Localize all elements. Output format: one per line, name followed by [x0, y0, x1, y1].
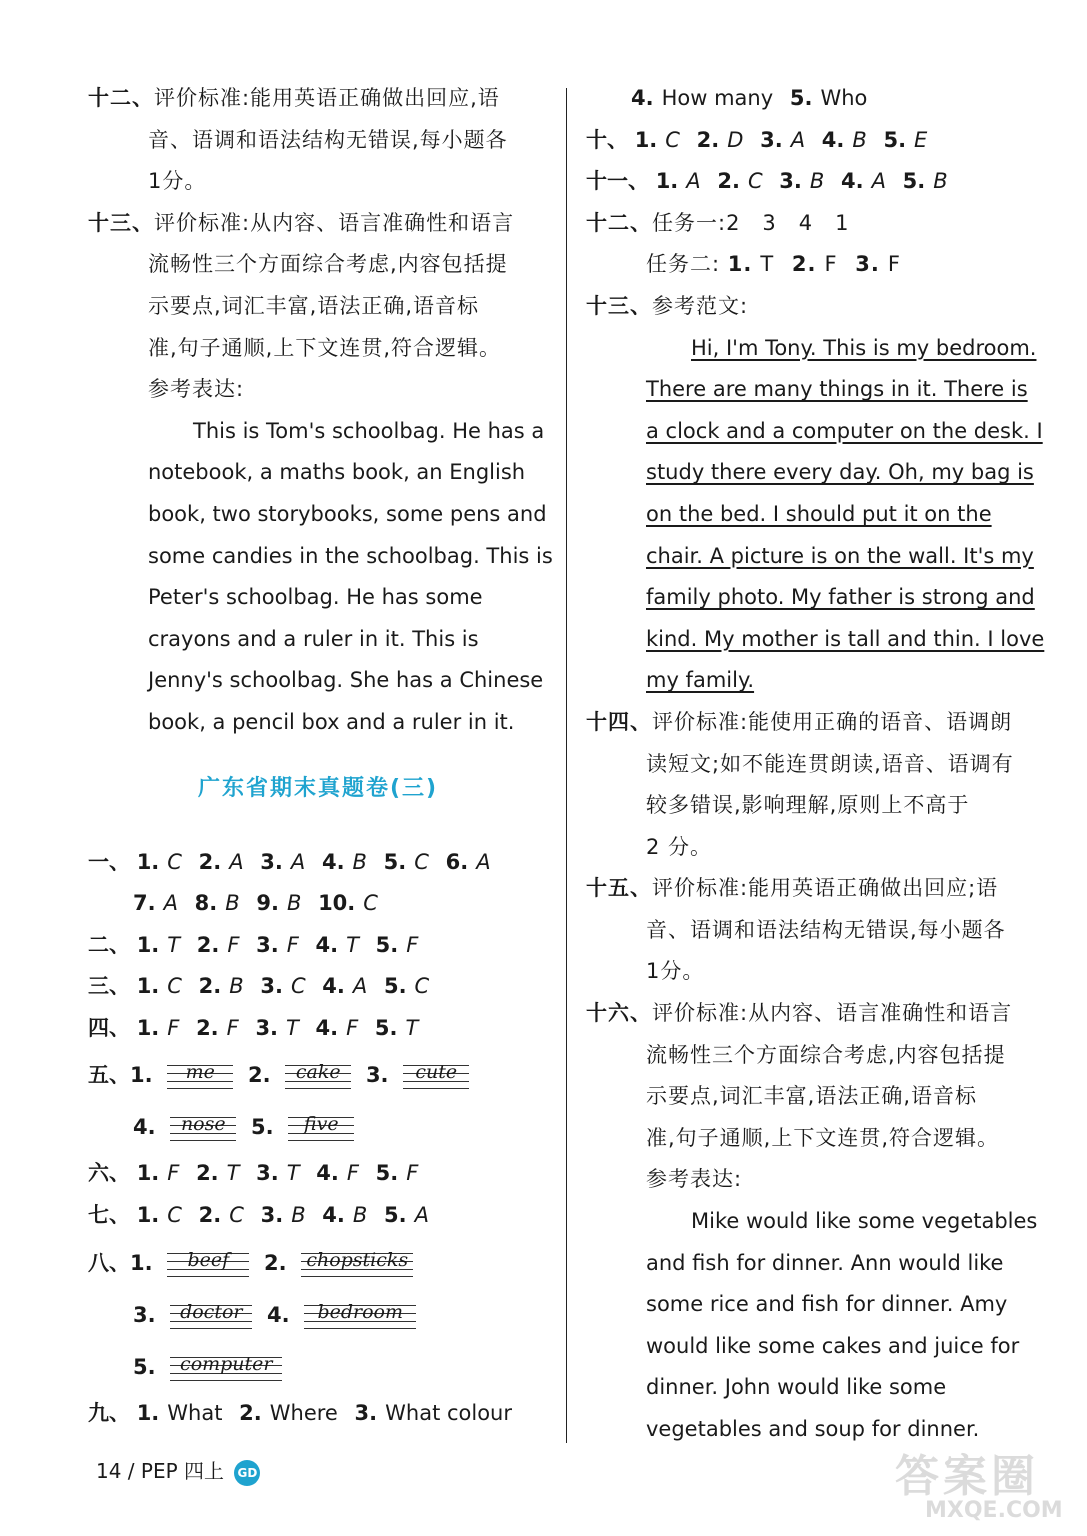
q16-line-3: 示要点,词汇丰富,语法正确,语音标: [646, 1084, 978, 1109]
q13-essay-line: on the bed. I should put it on the: [646, 501, 992, 526]
q13-essay-line: study there every day. Oh, my bag is: [646, 460, 1034, 485]
writing-lines: five: [288, 1115, 354, 1141]
q16-essay-line: and fish for dinner. Ann would like: [646, 1250, 1004, 1275]
q6-row: 六、 1. F 2. T 3. T 4. F 5. F: [88, 1161, 419, 1186]
writing-lines: nose: [170, 1115, 236, 1141]
q4-row: 四、 1. F 2. F 3. T 4. F 5. T: [88, 1015, 419, 1040]
q13-essay-line: crayons and a ruler in it. This is: [148, 626, 479, 651]
q13-essay-line: notebook, a maths book, an English: [148, 460, 526, 485]
writing-lines: me: [167, 1063, 233, 1089]
q12-task-2: 任务二: 1. T 2. F 3. F: [646, 252, 901, 277]
q16-essay-line: would like some cakes and juice for: [646, 1333, 1020, 1358]
region-badge: GD: [234, 1460, 260, 1486]
writing-lines: chopsticks: [301, 1251, 413, 1277]
q14-line-3: 较多错误,影响理解,原则上不高于: [646, 793, 970, 818]
q7-row: 七、 1. C 2. C 3. B 4. B 5. A: [88, 1203, 429, 1228]
left-column: [88, 78, 553, 1434]
q13-title: 十三、参考范文:: [586, 293, 749, 318]
q16-line-2: 流畅性三个方面综合考虑,内容包括提: [646, 1042, 1006, 1067]
q10-row: 十、 1. C 2. D 3. A 4. B 5. E: [586, 127, 928, 152]
q13-essay-line: a clock and a computer on the desk. I: [646, 418, 1043, 443]
writing-lines: beef: [167, 1251, 249, 1277]
q16-line-1: 十六、评价标准:从内容、语言准确性和语言: [586, 1001, 1013, 1026]
q13-line-2: 流畅性三个方面综合考虑,内容包括提: [148, 252, 508, 277]
q13-essay-line: There are many things in it. There is: [646, 377, 1028, 402]
q1-row-1: 一、 1. C 2. A 3. A 4. B 5. C 6. A: [88, 849, 491, 874]
q13-essay-line: family photo. My father is strong and: [646, 585, 1035, 610]
writing-lines: computer: [170, 1355, 282, 1381]
q9-row: 九、 1. What 2. Where 3. What colour: [88, 1400, 512, 1425]
section-heading: 广东省期末真题卷(三): [197, 775, 439, 801]
writing-lines: cake: [285, 1063, 351, 1089]
q13-line-5: 参考表达:: [148, 377, 245, 402]
q13-essay-line: This is Tom's schoolbag. He has a: [193, 418, 545, 443]
q13-line-1: 十三、评价标准:从内容、语言准确性和语言: [88, 210, 515, 235]
q13-essay-line: book, a pencil box and a ruler in it.: [148, 709, 515, 734]
q13-essay-line: my family.: [646, 668, 755, 693]
q15-line-3: 1分。: [646, 959, 705, 984]
q11-row: 十一、 1. A 2. C 3. B 4. A 5. B: [586, 169, 948, 194]
q13-line-3: 示要点,词汇丰富,语法正确,语音标: [148, 293, 480, 318]
q1-row-2: 7. A 8. B 9. B 10. C: [133, 891, 378, 916]
q12-task-1: 十二、任务一:2 3 4 1: [586, 210, 850, 235]
q5-row-1: 五、1. me 2. cake 3. cute: [88, 1049, 548, 1101]
right-column: [586, 78, 1046, 1451]
watermark-logo: [895, 1440, 1075, 1530]
q12-line-3: 1分。: [148, 169, 207, 194]
q16-essay-line: dinner. John would like some: [646, 1375, 947, 1400]
q14-line-1: 十四、评价标准:能使用正确的语音、语调朗: [586, 709, 1013, 734]
q13-essay-line: chair. A picture is on the wall. It's my: [646, 543, 1034, 568]
q15-line-1: 十五、评价标准:能用英语正确做出回应;语: [586, 876, 999, 901]
q12-line-1: 十二、评价标准:能用英语正确做出回应,语: [88, 86, 500, 110]
q13-essay-line: book, two storybooks, some pens and: [148, 501, 547, 526]
writing-lines: cute: [403, 1063, 469, 1089]
q14-line-4: 2 分。: [646, 834, 713, 859]
q9-continued-row: 4. How many 5. Who: [631, 86, 868, 110]
q13-essay-line: Hi, I'm Tony. This is my bedroom.: [691, 335, 1037, 360]
q16-line-5: 参考表达:: [646, 1167, 743, 1192]
column-divider: [566, 88, 567, 1443]
q3-row: 三、 1. C 2. B 3. C 4. A 5. C: [88, 974, 430, 999]
writing-lines: doctor: [170, 1303, 252, 1329]
q13-line-4: 准,句子通顺,上下文连贯,符合逻辑。: [148, 335, 502, 360]
q8-row-3: 5. computer: [88, 1341, 548, 1393]
q13-essay-line: Peter's schoolbag. He has some: [148, 585, 483, 610]
q16-essay-line: some rice and fish for dinner. Amy: [646, 1292, 1008, 1317]
q16-line-4: 准,句子通顺,上下文连贯,符合逻辑。: [646, 1125, 1000, 1150]
q5-row-2: 4. nose 5. five: [88, 1101, 548, 1153]
watermark-url: MXQE.COM: [925, 1498, 1063, 1523]
page-number: 14 / PEP 四上: [96, 1459, 225, 1483]
q12-line-2: 音、语调和语法结构无错误,每小题各: [148, 127, 508, 152]
q15-line-2: 音、语调和语法结构无错误,每小题各: [646, 917, 1006, 942]
writing-lines: bedroom: [304, 1303, 416, 1329]
q13-essay-line: Jenny's schoolbag. She has a Chinese: [148, 668, 544, 693]
q16-essay-line: vegetables and soup for dinner.: [646, 1417, 980, 1441]
q8-row-2: 3. doctor 4. bedroom: [88, 1289, 548, 1341]
q13-essay-line: kind. My mother is tall and thin. I love: [646, 626, 1045, 651]
q8-row-1: 八、1. beef 2. chopsticks: [88, 1237, 548, 1289]
q16-essay-line: Mike would like some vegetables: [691, 1209, 1038, 1234]
q2-row: 二、 1. T 2. F 3. F 4. T 5. F: [88, 932, 419, 957]
q13-essay-line: some candies in the schoolbag. This is: [148, 543, 553, 568]
q14-line-2: 读短文;如不能连贯朗读,语音、语调有: [646, 751, 1014, 776]
watermark-text: 答案圈: [895, 1451, 1039, 1502]
page-footer: [96, 1455, 260, 1486]
